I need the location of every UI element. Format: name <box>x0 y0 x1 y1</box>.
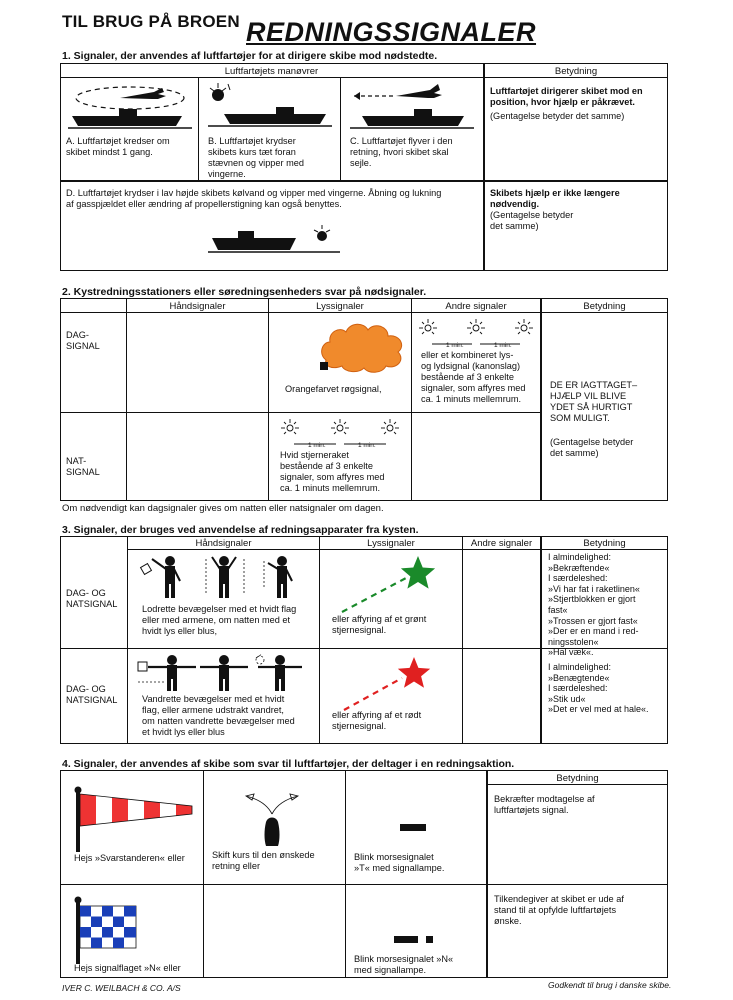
orange-smoke-icon <box>318 318 408 376</box>
s3-row2-light: eller affyring af et rødt stjernesignal. <box>332 710 422 731</box>
s1-maneuver-a: A. Luftfartøjet kredser om skibet mindst 1 gang. <box>66 136 170 157</box>
s2-note: Om nødvendigt kan dagsignaler gives om natten eller natsignaler om dagen. <box>62 503 384 514</box>
section4-title: 4. Signaler, der anvendes af skibe som svar til luftfartøjer, der deltager i en redningsaktion. <box>62 758 515 770</box>
vertical-flag-signals-icon <box>136 553 312 599</box>
s1-col-maneuver: Luftfartøjets manøvrer <box>224 66 319 77</box>
s2-col-meaning: Betydning <box>583 301 626 312</box>
s4-col-meaning: Betydning <box>556 773 599 784</box>
s3-row2-label: DAG- OG NATSIGNAL <box>66 684 118 705</box>
aircraft-crossing-wake-icon <box>208 222 348 258</box>
s1-meaning2-rest: (Gentagelse betyder det samme) <box>490 210 574 231</box>
section2-title: 2. Kystredningsstationers eller søredningsenheders svar på nødsignaler. <box>62 286 427 298</box>
n-flag-icon <box>68 894 178 966</box>
s2-col-hand: Håndsignaler <box>169 301 226 312</box>
s3-row1-meaning: I almindelighed: »Bekræftende« I særdeleshed: »Vi har fat i raketlinen« »Stjertblokken er gjort fast« »Trossen er gjort fast« »Der er en mand i red- ningsstolen« »Hal væk«. <box>548 552 640 658</box>
s4-r1c: Blink morsesignalet »T« med signallampe. <box>354 852 445 873</box>
s2-min-1: 1 min. <box>446 342 464 349</box>
aircraft-direction-icon <box>346 80 478 132</box>
green-star-signal-icon <box>322 552 460 620</box>
s1-maneuver-c: C. Luftfartøjet flyver i den retning, hvori skibet skal sejle. <box>350 136 453 168</box>
s2-night-label: NAT- SIGNAL <box>66 456 100 477</box>
section1-title: 1. Signaler, der anvendes af luftfartøjer for at dirigere skibe mod nødstedte. <box>62 50 438 62</box>
header-left: TIL BRUG PÅ BROEN <box>62 12 240 31</box>
aircraft-crossing-bow-icon <box>204 80 336 132</box>
s1-maneuver-d: D. Luftfartøjet krydser i lav højde skibets kølvand og vipper med vingerne. Åbning og lukning af gasspjældet eller ændring af propellerstigning kan også benyttes. <box>66 188 442 209</box>
footer-approval: Godkendt til brug i danske skibe. <box>548 980 672 990</box>
s3-col-light: Lyssignaler <box>367 538 415 549</box>
s2-meaning-rest: (Gentagelse betyder det samme) <box>550 437 634 458</box>
aircraft-circling-icon <box>64 80 196 132</box>
s3-col-meaning: Betydning <box>583 538 626 549</box>
morse-t-dash <box>400 824 426 831</box>
s3-row1-label: DAG- OG NATSIGNAL <box>66 588 118 609</box>
s2-col-light: Lyssignaler <box>316 301 364 312</box>
s3-row1-hand: Lodrette bevægelser med et hvidt flag eller med armene, om natten med et hvidt lys eller blus, <box>142 604 297 636</box>
white-star-rocket-icon <box>274 418 406 450</box>
s1-meaning1-bold: Luftfartøjet dirigerer skibet mod en position, hvor hjælp er påkrævet. <box>490 86 643 107</box>
morse-n-dash <box>394 936 418 943</box>
s1-meaning2-bold: Skibets hjælp er ikke længere nødvendig. <box>490 188 620 209</box>
s2-col-other: Andre signaler <box>445 301 507 312</box>
s1-maneuver-b: B. Luftfartøjet krydser skibets kurs tæt foran stævnen og vipper med vingerne. <box>208 136 305 179</box>
page-title: REDNINGSSIGNALER <box>246 17 537 47</box>
s4-r1a: Hejs »Svarstanderen« eller <box>74 853 185 863</box>
footer-publisher: IVER C. WEILBACH & CO. A/S <box>62 983 181 993</box>
red-star-signal-icon <box>322 654 460 714</box>
s4-r1b: Skift kurs til den ønskede retning eller <box>212 850 315 871</box>
s4-r1m: Bekræfter modtagelse af luftfartøjets signal. <box>494 794 595 815</box>
s2-day-label: DAG- SIGNAL <box>66 330 100 351</box>
s3-row2-meaning: I almindelighed: »Benægtende« I særdeleshed: »Stik ud« »Det er vel med at hale«. <box>548 662 649 715</box>
s3-col-other: Andre signaler <box>470 538 533 549</box>
s2-other-day: eller et kombineret lys- og lydsignal (kanonslag) bestående af 3 enkelte signaler, som affyres med ca. 1 minuts mellemrum. <box>421 350 526 404</box>
s1-meaning1-rest: (Gentagelse betyder det samme) <box>490 111 625 121</box>
ship-course-change-icon <box>240 784 310 848</box>
s4-r2a: Hejs signalflaget »N« eller <box>74 963 181 973</box>
s2-min-2: 1 min. <box>494 342 512 349</box>
s1-col-meaning: Betydning <box>554 66 598 77</box>
answering-pennant-icon <box>68 784 198 854</box>
s2-min-4: 1 min. <box>358 442 376 449</box>
horizontal-flag-signals-icon <box>136 652 312 692</box>
s2-smoke-text: Orangefarvet røgsignal, <box>285 384 382 394</box>
s3-col-hand: Håndsignaler <box>195 538 252 549</box>
s2-night-light: Hvid stjerneraket bestående af 3 enkelte signaler, som affyres med ca. 1 minuts mellemrum. <box>280 450 385 493</box>
s3-row1-light: eller affyring af et grønt stjernesignal. <box>332 614 427 635</box>
section3-title: 3. Signaler, der bruges ved anvendelse af redningsapparater fra kysten. <box>62 524 419 536</box>
s3-row2-hand: Vandrette bevægelser med et hvidt flag, eller armene udstrakt vandret, om natten vandrette bevægelser med et hvidt lys eller blus <box>142 694 295 737</box>
sound-signal-icon <box>414 318 538 350</box>
s4-r2m: Tilkendegiver at skibet er ude af stand til at opfylde luftfartøjets ønske. <box>494 894 624 926</box>
s4-r2c: Blink morsesignalet »N« med signallampe. <box>354 954 454 975</box>
s2-meaning: DE ER IAGTTAGET– HJÆLP VIL BLIVE YDET SÅ HURTIGT SOM MULIGT. <box>550 380 638 423</box>
s2-min-3: 1 min. <box>308 442 326 449</box>
morse-n-dot <box>426 936 433 943</box>
